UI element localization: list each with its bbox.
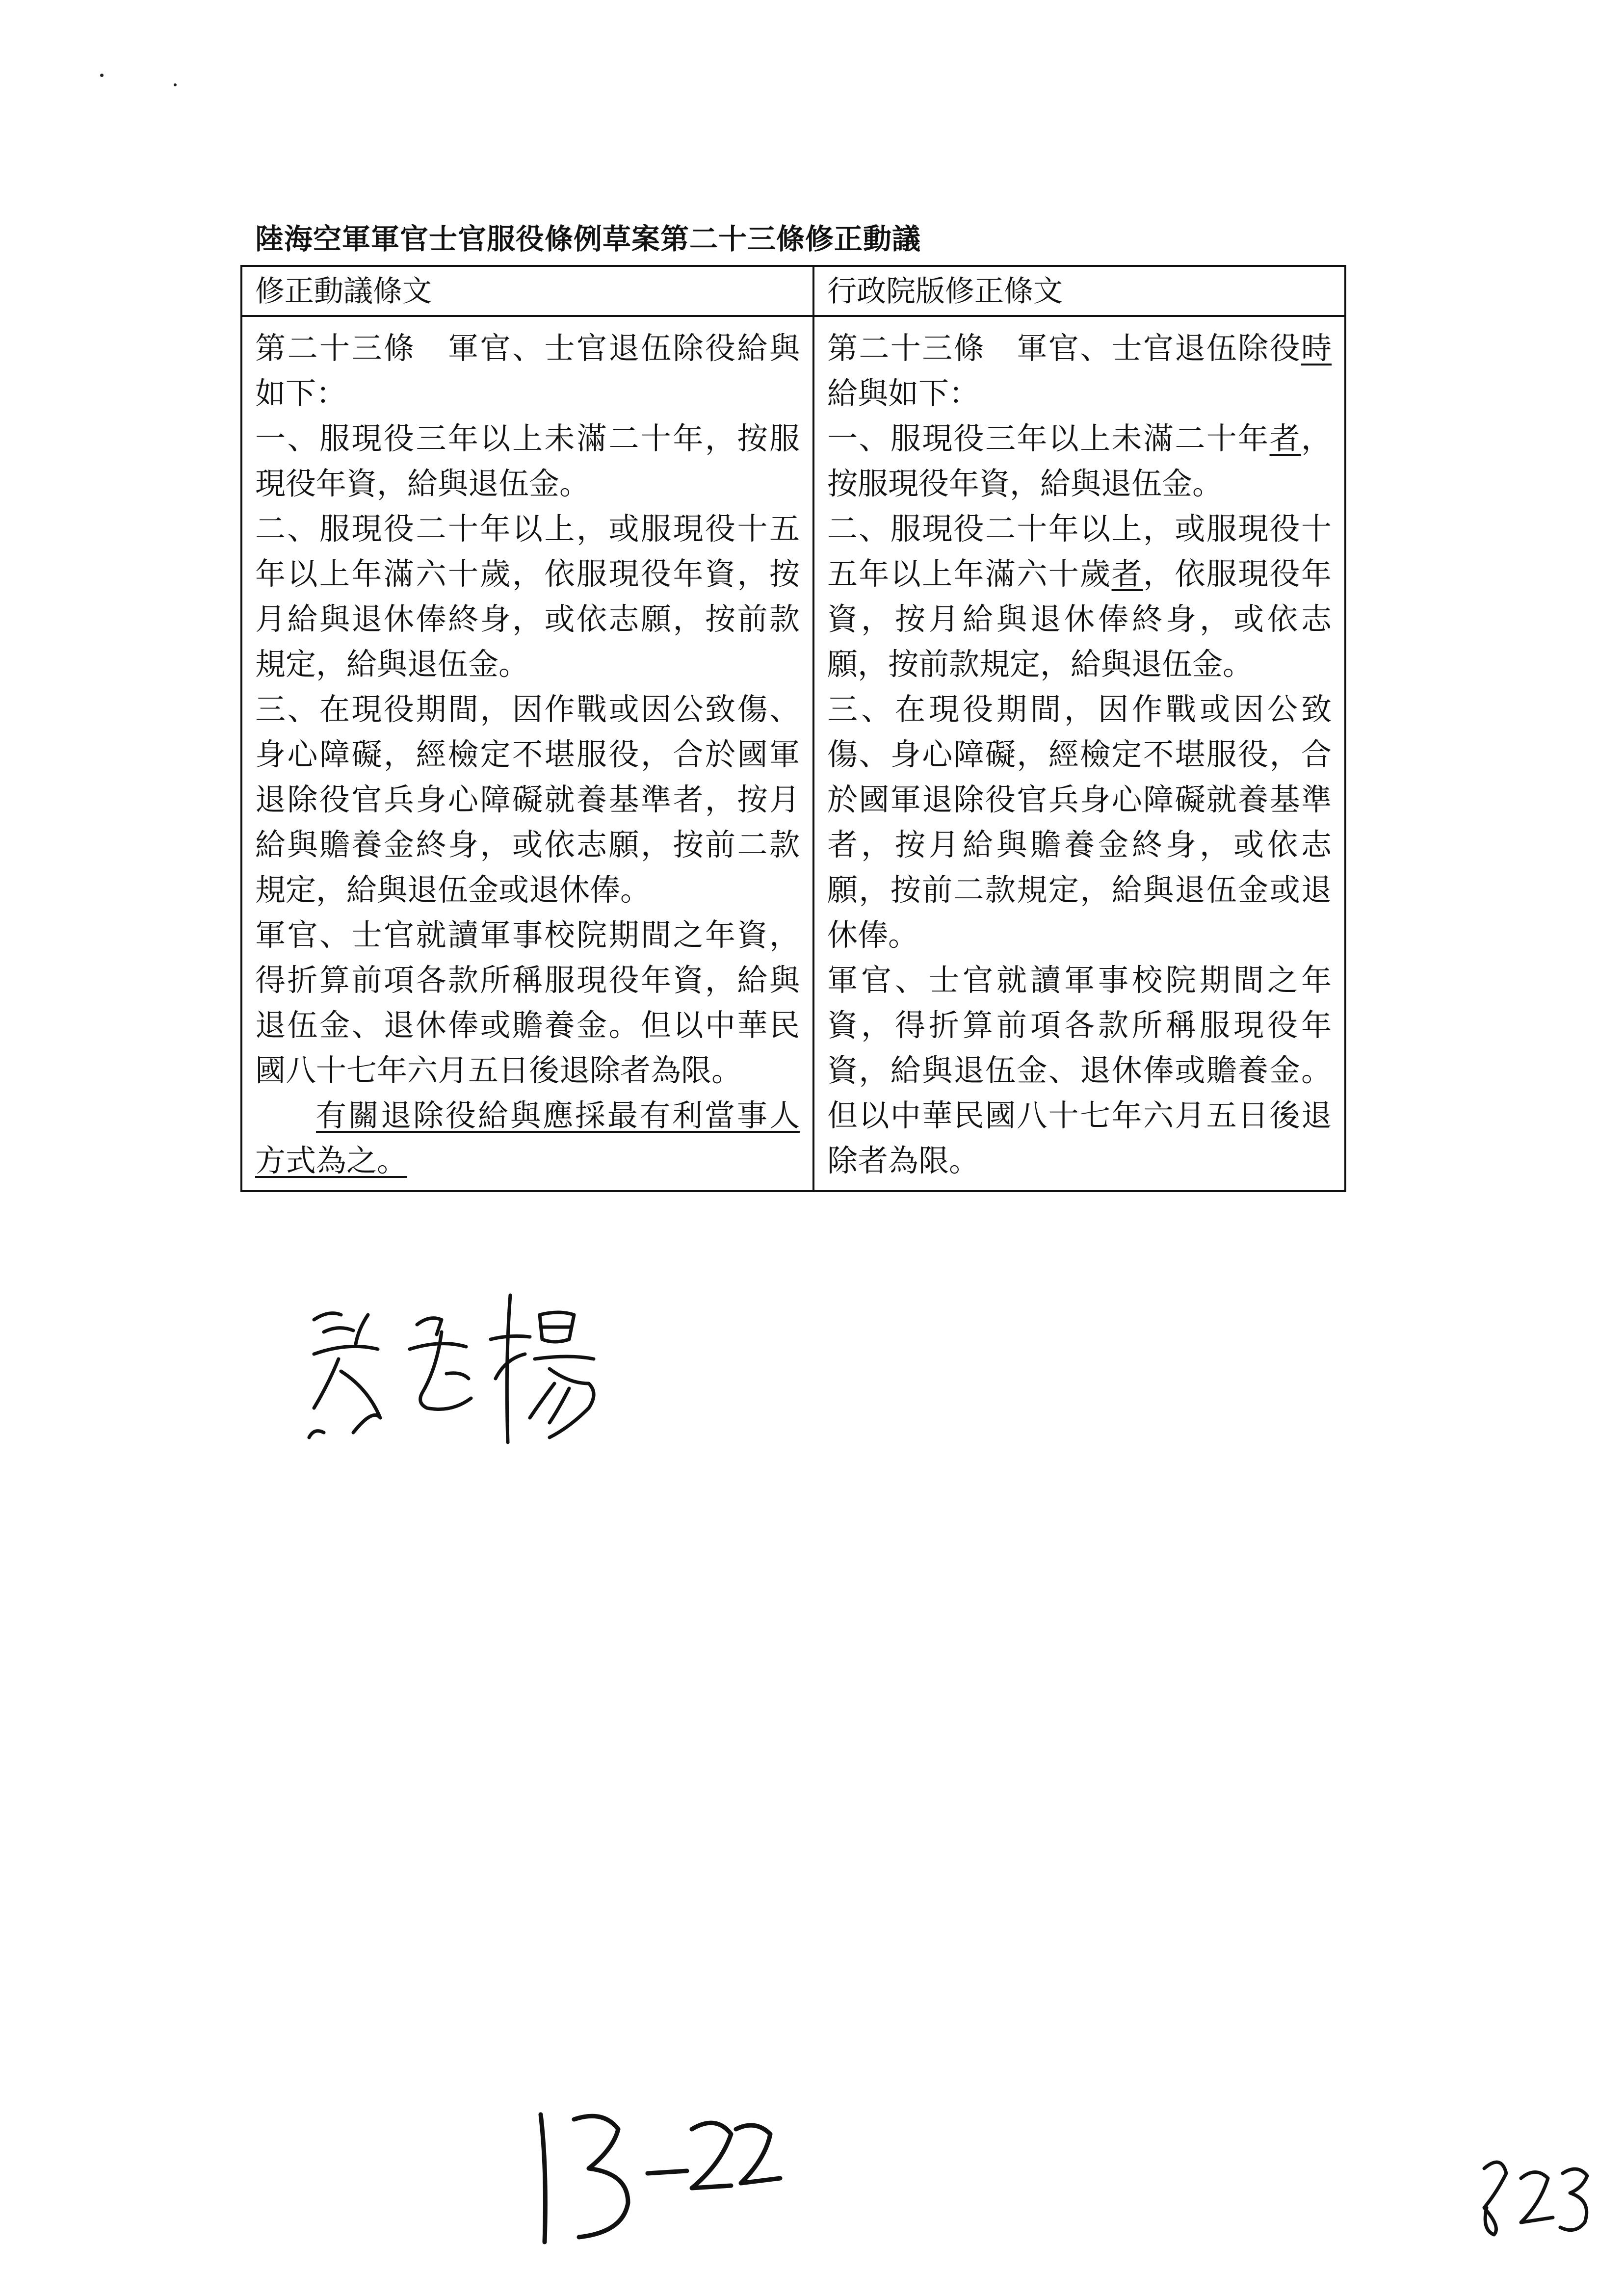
handwritten-signature [294,1285,613,1452]
amendment-added-text: 有關退除役給與應採最有利當事人方式為之。 [255,1097,800,1178]
executive-item-1 [827,416,1332,506]
executive-item-1-underlined: 者 [1269,420,1301,456]
executive-item-2 [827,506,1332,687]
executive-item-2-text-b: ，依服現役年資，按月給與退休俸終身，或依志願，按前款規定，給與退伍金。 [827,556,1332,682]
executive-intro-text-b: 給與如下： [827,375,980,411]
header-executive-version: 行政院版修正條文 [813,266,1345,316]
executive-intro-text-a: 第二十三條 軍官、士官退伍除役 [827,330,1301,366]
executive-item-2-underlined: 者 [1111,556,1143,592]
executive-item-2-text-a: 二、服現役二十年以上，或服現役十五年以上年滿六十歲 [827,511,1332,592]
amendment-paragraph-2: 軍官、士官就讀軍事校院期間之年資，得折算前項各款所稱服現役年資，給與退伍金、退休俸或贍養金。但以中華民國八十七年六月五日後退除者為限。 [255,917,800,1088]
scan-speck [174,83,177,86]
executive-article-intro [827,326,1332,416]
amendment-item-2: 二、服現役二十年以上，或服現役十五年以上年滿六十歲，依服現役年資，按月給與退休俸終身，或依志願，按前款規定，給與退伍金。 [255,511,800,682]
amendment-comparison-table [240,265,1346,1192]
executive-intro-underlined: 時 [1301,330,1332,366]
executive-paragraph-2: 軍官、士官就讀軍事校院期間之年資，得折算前項各款所稱服現役年資，給與退伍金、退休俸或贍養金。但以中華民國八十七年六月五日後退除者為限。 [827,962,1332,1178]
document-title: 陸海空軍軍官士官服役條例草案第二十三條修正動議 [255,222,921,256]
executive-item-1-text-a: 一、服現役三年以上未滿二十年 [827,420,1270,456]
table-header-row [241,266,1345,316]
executive-item-1-text-b: ，按服現役年資，給與退伍金。 [827,420,1332,501]
table-body-row [241,316,1345,1191]
executive-item-3: 三、在現役期間，因作戰或因公致傷、身心障礙，經檢定不堪服役，合於國軍退除役官兵身心障礙就養基準者，按月給與贍養金終身，或依志願，按前二款規定，給與退伍金或退休俸。 [827,691,1332,953]
handwritten-page-number [530,2100,785,2247]
executive-column [813,316,1345,1191]
amendment-column [241,316,813,1191]
scan-speck [100,74,104,77]
amendment-new-paragraph [255,1093,800,1183]
handwritten-corner-note [1472,2144,1599,2242]
header-amendment-text: 修正動議條文 [241,266,813,316]
amendment-item-3: 三、在現役期間，因作戰或因公致傷、身心障礙，經檢定不堪服役，合於國軍退除役官兵身心障礙就養基準者，按月給與贍養金終身，或依志願，按前二款規定，給與退伍金或退休俸。 [255,691,800,908]
amendment-item-1: 一、服現役三年以上未滿二十年，按服現役年資，給與退伍金。 [255,420,800,501]
amendment-article-intro: 第二十三條 軍官、士官退伍除役給與如下： [255,330,800,411]
